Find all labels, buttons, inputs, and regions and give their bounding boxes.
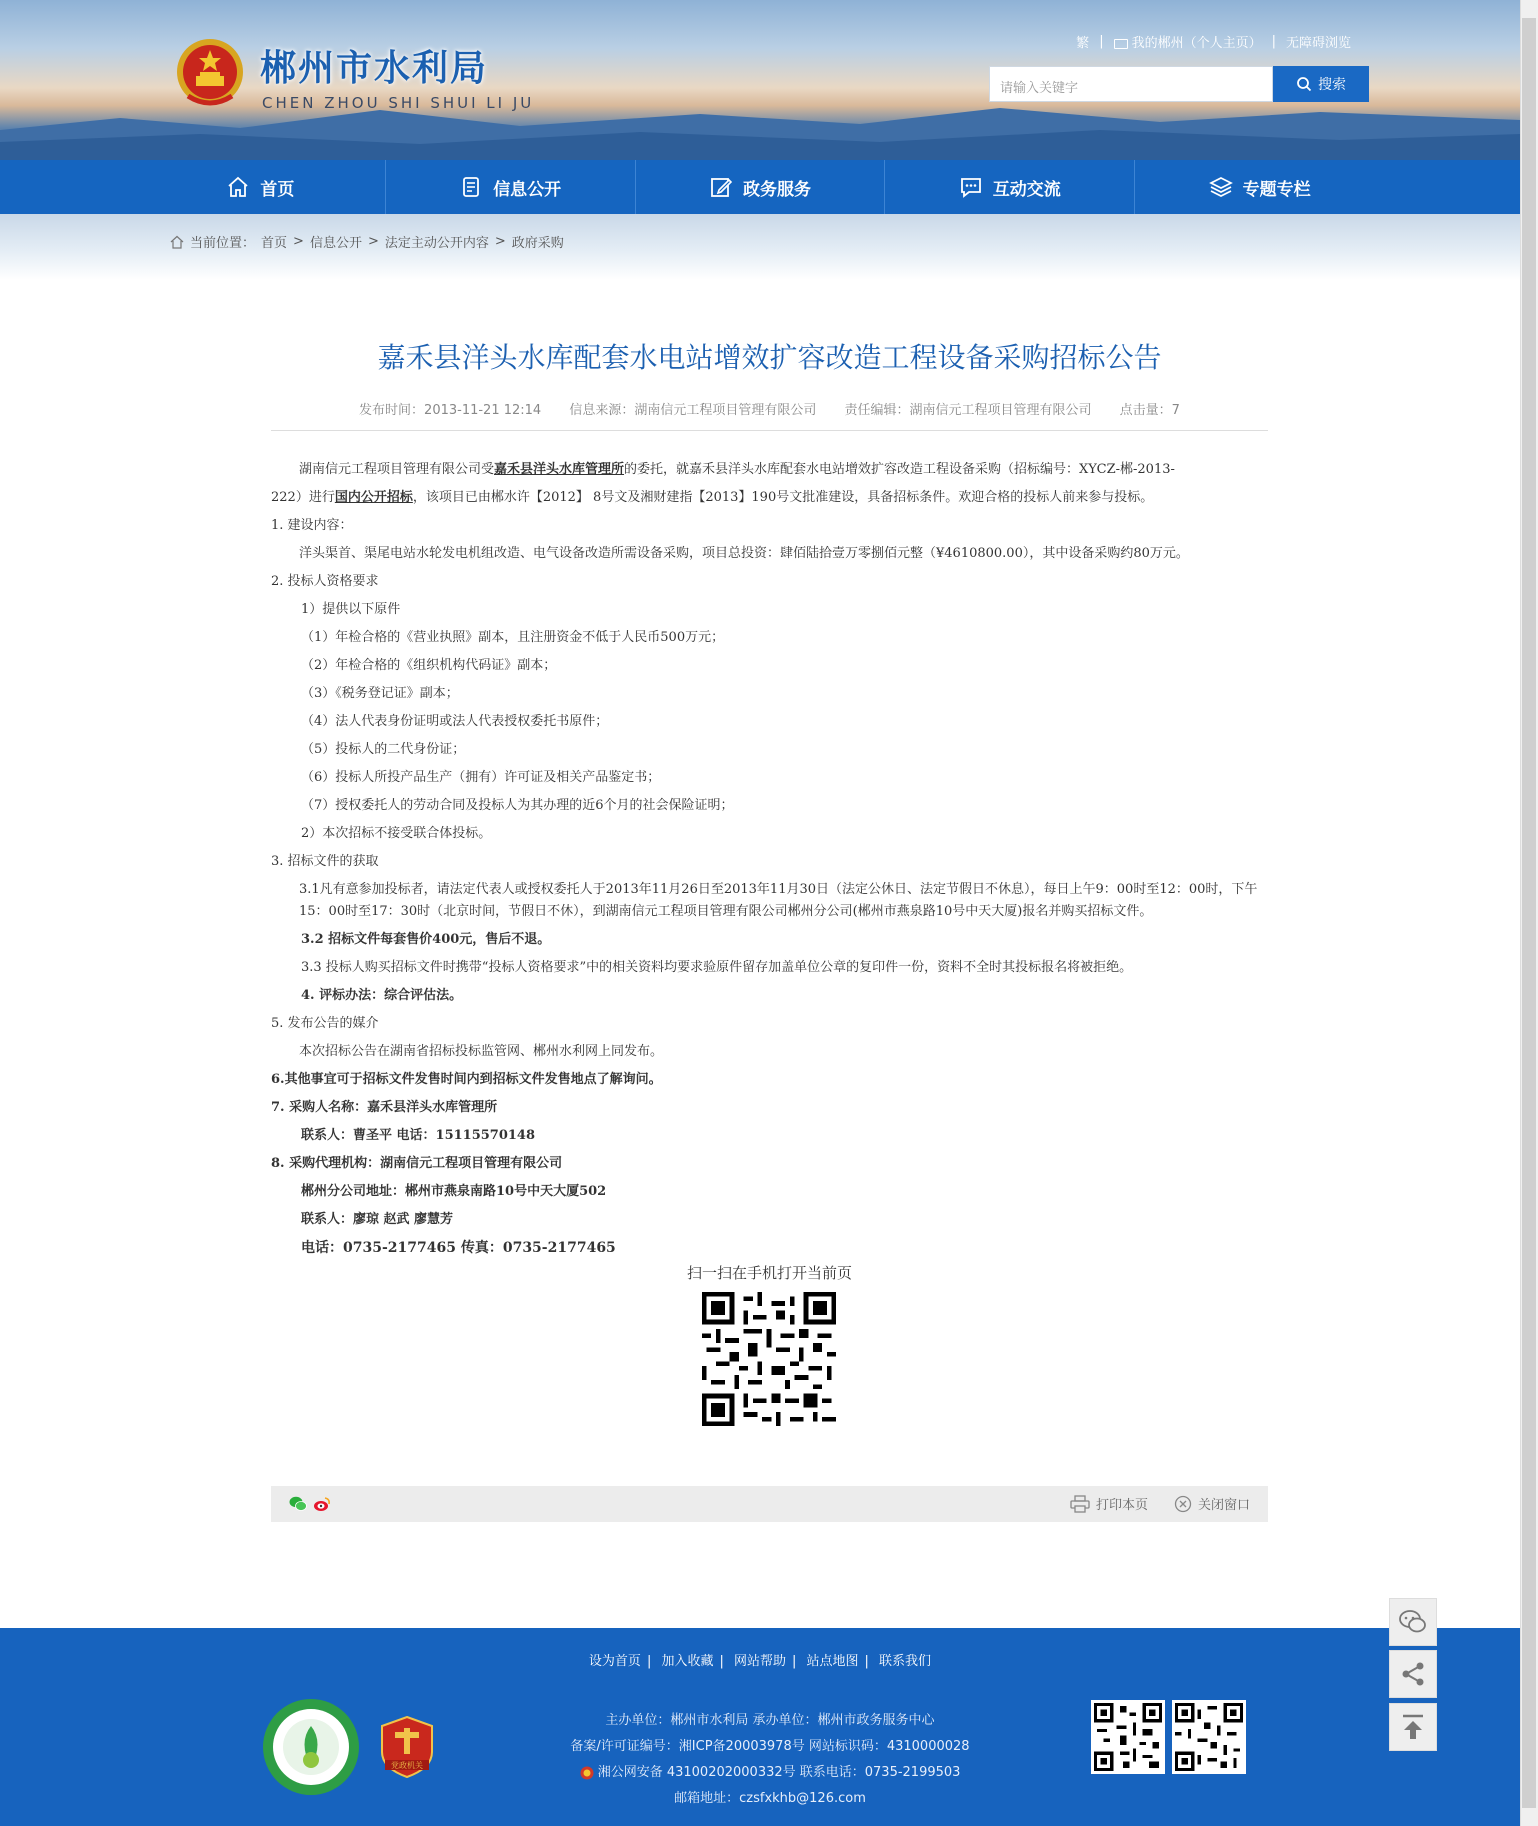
section-heading: 2. 投标人资格要求 <box>271 574 379 589</box>
breadcrumb-separator: > <box>494 234 506 249</box>
site-header <box>0 0 1520 160</box>
nav-item-special-topics[interactable] <box>1135 160 1384 214</box>
my-chenzhou-link[interactable] <box>1114 32 1262 51</box>
weibo-icon[interactable] <box>313 1496 331 1512</box>
section-heading: 8. 采购代理机构：湖南信元工程项目管理有限公司 <box>271 1156 563 1171</box>
monitor-icon <box>1114 39 1128 49</box>
breadcrumb-item-legal[interactable]: 法定主动公开内容 <box>384 236 489 251</box>
search-button-label: 搜索 <box>1318 77 1346 93</box>
print-label: 打印本页 <box>1095 1498 1148 1513</box>
intro-text: 湖南信元工程项目管理有限公司受 <box>299 462 495 477</box>
paragraph: 4. 评标办法：综合评估法。 <box>301 988 463 1003</box>
breadcrumb-item-info[interactable]: 信息公开 <box>309 236 362 251</box>
scrollbar-thumb[interactable] <box>1522 18 1536 1808</box>
article-meta <box>271 399 1268 418</box>
print-button[interactable] <box>1070 1494 1148 1513</box>
paragraph: 联系人：曹圣平 电话：15115570148 <box>301 1128 536 1143</box>
site-title: 郴州市水利局 <box>260 47 489 89</box>
nav-label: 互动交流 <box>992 179 1061 200</box>
paragraph <box>271 484 1268 512</box>
breadcrumb <box>170 232 564 251</box>
my-chenzhou-label: 我的郴州（个人主页） <box>1131 36 1262 51</box>
home-icon <box>226 175 250 199</box>
link-separator: | <box>1099 34 1104 49</box>
list-item: 2）本次招标不接受联合体投标。 <box>301 826 492 841</box>
section-heading: 5. 发布公告的媒介 <box>271 1016 379 1031</box>
list-item: （1）年检合格的《营业执照》副本，且注册资金不低于人民币500万元； <box>301 630 725 645</box>
footer-email: 邮箱地址：czsfxkhb@126.com <box>674 1791 866 1806</box>
click-count: 点击量：7 <box>1119 403 1180 418</box>
close-icon <box>1174 1495 1192 1513</box>
search-icon <box>1296 76 1312 92</box>
national-emblem-icon <box>174 34 246 112</box>
close-label: 关闭窗口 <box>1197 1498 1250 1513</box>
link-separator: | <box>1271 34 1276 49</box>
footer-link-homepage[interactable]: 设为首页 <box>588 1654 641 1669</box>
wechat-icon[interactable] <box>289 1496 307 1512</box>
qr-code-icon <box>702 1292 836 1426</box>
nav-item-home[interactable] <box>136 160 386 214</box>
list-item: （4）法人代表身份证明或法人代表授权委托书原件； <box>301 714 609 729</box>
footer <box>0 1628 1520 1826</box>
nav-item-info-disclosure[interactable] <box>386 160 636 214</box>
nav-label: 信息公开 <box>493 179 562 200</box>
paragraph: 电话：0735-2177465 传真：0735-2177465 <box>301 1240 616 1256</box>
search-input[interactable]: 请输入关键字 <box>989 66 1273 102</box>
list-item: 1）提供以下原件 <box>301 602 401 617</box>
section-heading: 7. 采购人名称：嘉禾县洋头水库管理所 <box>271 1100 498 1115</box>
intro-text: 的委托，就嘉禾县洋头水库配套水电站增效扩容改造工程设备采购（招标编号：XYCZ-郴-2013- <box>624 462 1175 477</box>
breadcrumb-separator: > <box>367 234 379 249</box>
nav-item-interaction[interactable] <box>885 160 1135 214</box>
civilization-badge-icon[interactable] <box>262 1698 360 1796</box>
footer-icp: 备案/许可证编号：湘ICP备20003978号 网站标识码：4310000028 <box>570 1739 970 1754</box>
close-window-button[interactable] <box>1174 1494 1250 1513</box>
footer-links: 设为首页 | 加入收藏 | 网站帮助 | 站点地图 | 联系我们 <box>588 1654 932 1669</box>
printer-icon <box>1070 1495 1090 1513</box>
section-heading: 3. 招标文件的获取 <box>271 854 379 869</box>
breadcrumb-item-procurement[interactable]: 政府采购 <box>511 236 564 251</box>
paragraph: 本次招标公告在湖南省招标投标监管网、郴州水利网上同发布。 <box>299 1044 664 1059</box>
footer-link-contact[interactable]: 联系我们 <box>879 1654 932 1669</box>
chat-icon <box>959 175 983 199</box>
footer-link-favorite[interactable]: 加入收藏 <box>661 1654 714 1669</box>
footer-info <box>430 1708 1110 1812</box>
wechat-icon <box>1398 1609 1428 1635</box>
paragraph: 3.2 招标文件每套售价400元，售后不退。 <box>301 932 551 947</box>
list-item: （3）《税务登记证》副本； <box>301 686 459 701</box>
section-heading: 1. 建设内容： <box>271 518 353 533</box>
breadcrumb-separator: > <box>293 234 304 249</box>
nav-label: 首页 <box>260 179 295 200</box>
share-actions <box>1070 1494 1250 1513</box>
intro-text: 222）进行 <box>271 490 335 505</box>
article-body <box>271 456 1268 1262</box>
paragraph: 3.1凡有意参加投标者，请法定代表人或授权委托人于2013年11月26日至2013年11月30日（法定公休日、法定节假日不休息），每日上午9：00时至12：00时，下午15：00时至17：30时（北京时间，节假日不休），到湖南信元工程项目管理有限公司郴州分公司(郴州市燕泉路10号中天大厦)报名并购买招标文件。 <box>299 882 1258 919</box>
qr-caption: 扫一扫在手机打开当前页 <box>686 1264 852 1282</box>
back-to-top-button[interactable] <box>1389 1703 1437 1751</box>
police-badge-icon <box>580 1766 594 1780</box>
share-icon <box>1399 1660 1427 1688</box>
intro-highlight: 嘉禾县洋头水库管理所 <box>494 462 625 477</box>
search-button[interactable] <box>1273 66 1369 102</box>
breadcrumb-prefix: 当前位置： <box>190 236 256 251</box>
paragraph: 联系人：廖琼 赵武 廖慧芳 <box>301 1212 454 1227</box>
paragraph <box>271 456 1268 484</box>
nav-label: 专题专栏 <box>1242 179 1311 200</box>
nav-label: 政务服务 <box>742 179 811 200</box>
arrow-up-icon <box>1400 1713 1426 1741</box>
share-float-button[interactable] <box>1389 1650 1437 1698</box>
list-item: （5）投标人的二代身份证； <box>301 742 466 757</box>
layers-icon <box>1209 175 1233 199</box>
footer-link-sitemap[interactable]: 站点地图 <box>806 1654 859 1669</box>
top-links <box>1076 32 1351 51</box>
document-icon <box>459 175 483 199</box>
footer-police <box>430 1760 1110 1786</box>
main-nav <box>0 160 1520 214</box>
qr-code-icon <box>1172 1700 1246 1774</box>
intro-highlight: 国内公开招标 <box>334 490 413 505</box>
share-bar <box>271 1486 1268 1522</box>
edit-icon <box>709 175 733 199</box>
accessibility-link[interactable]: 无障碍浏览 <box>1285 36 1351 51</box>
breadcrumb-item-home[interactable]: 首页 <box>261 236 288 251</box>
info-source: 信息来源：湖南信元工程项目管理有限公司 <box>569 403 817 418</box>
footer-link-help[interactable]: 网站帮助 <box>733 1654 786 1669</box>
list-item: （6）投标人所投产品生产（拥有）许可证及相关产品鉴定书； <box>301 770 661 785</box>
site-pinyin: CHEN ZHOU SHI SHUI LI JU <box>262 94 535 112</box>
publish-date: 发布时间：2013-11-21 12:14 <box>359 403 542 418</box>
qr-code-icon <box>1091 1700 1165 1774</box>
paragraph: 6.其他事宜可于招标文件发售时间内到招标文件发售地点了解询问。 <box>271 1072 662 1087</box>
party-gov-badge-label: 党政机关 <box>391 1761 423 1770</box>
home-icon <box>170 235 184 249</box>
footer-police-text: 湘公网安备 43100202000332号 联系电话：0735-2199503 <box>597 1765 961 1780</box>
paragraph: 洋头渠首、渠尾电站水轮发电机组改造、电气设备改造所需设备采购，项目总投资：肆佰陆拾壹万零捌佰元整（¥4610800.00），其中设备采购约80万元。 <box>299 546 1189 561</box>
party-gov-badge-icon[interactable] <box>380 1716 434 1778</box>
wechat-float-button[interactable] <box>1389 1598 1437 1646</box>
list-item: （7）授权委托人的劳动合同及投标人为其办理的近6个月的社会保险证明； <box>301 798 734 813</box>
divider <box>271 430 1268 431</box>
footer-host: 主办单位：郴州市水利局 承办单位：郴州市政务服务中心 <box>605 1713 935 1728</box>
paragraph: 3.3 投标人购买招标文件时携带“投标人资格要求”中的相关资料均要求验原件留存加盖单位公章的复印件一份，资料不全时其投标报名将被拒绝。 <box>301 960 1133 975</box>
article-title: 嘉禾县洋头水库配套水电站增效扩容改造工程设备采购招标公告 <box>377 341 1162 374</box>
list-item: （2）年检合格的《组织机构代码证》副本； <box>301 658 557 673</box>
intro-text: ，该项目已由郴水许【2012】 8号文及湘财建指【2013】190号文批准建设，具备招标条件。欢迎合格的投标人前来参与投标。 <box>412 490 1154 505</box>
editor: 责任编辑：湖南信元工程项目管理有限公司 <box>844 403 1092 418</box>
share-icons <box>289 1496 331 1512</box>
nav-item-gov-services[interactable] <box>636 160 886 214</box>
paragraph: 郴州分公司地址：郴州市燕泉南路10号中天大厦502 <box>301 1184 607 1199</box>
traditional-chinese-link[interactable]: 繁 <box>1076 36 1090 51</box>
